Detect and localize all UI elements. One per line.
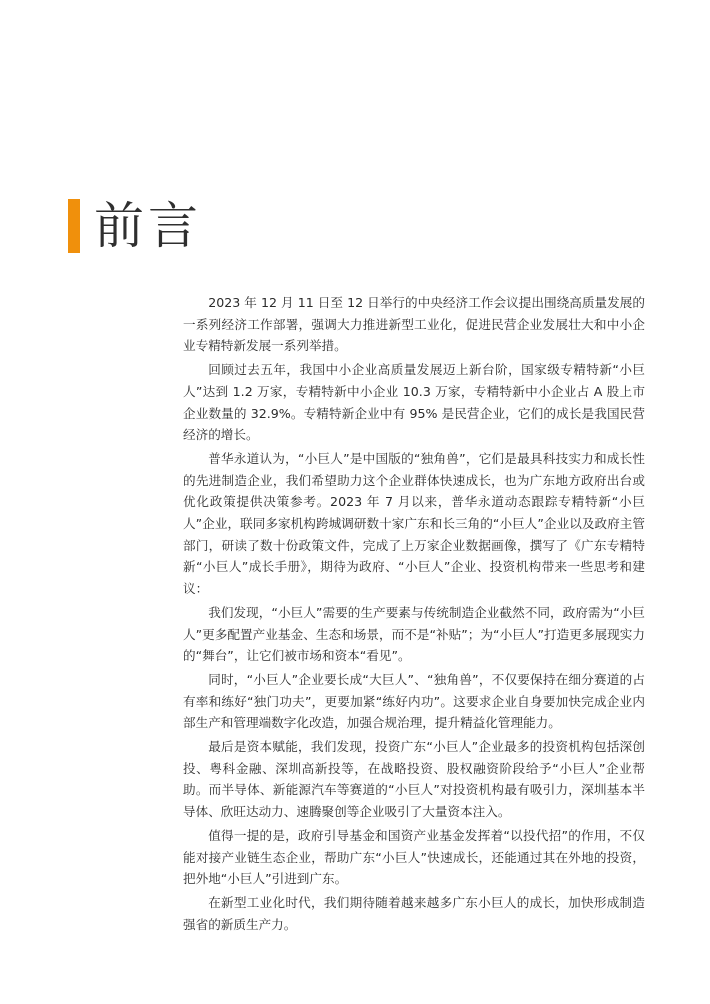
foreword-body (183, 292, 645, 937)
heading-accent-bar (68, 199, 80, 253)
paragraph: 同时，“小巨人”企业要长成“大巨人”、“独角兽”，不仅要保持在细分赛道的占有率和练好“独门功夫”，更要加紧“练好内功”。这要求企业自身要加快完成企业内部生产和管理端数字化改造，加强合规治理，提升精益化管理能力。 (183, 671, 645, 731)
paragraph: 2023 年 12 月 11 日至 12 日举行的中央经济工作会议提出围绕高质量发展的一系列经济工作部署，强调大力推进新型工业化，促进民营企业发展壮大和中小企业专精特新发展一系列举措。 (183, 295, 645, 354)
paragraph: 值得一提的是，政府引导基金和国资产业基金发挥着“以投代招”的作用，不仅能对接产业链生态企业，帮助广东“小巨人”快速成长，还能通过其在外地的投资，把外地“小巨人”引进到广东。 (183, 827, 645, 887)
paragraph: 在新型工业化时代，我们期待随着越来越多广东小巨人的成长，加快形成制造强省的新质生产力。 (183, 894, 645, 932)
page-title: 前言 (94, 197, 202, 255)
paragraph: 回顾过去五年，我国中小企业高质量发展迈上新台阶，国家级专精特新“小巨人”达到 1.2 万家，专精特新中小企业 10.3 万家，专精特新中小企业占 A 股上市企业数量的 32.9%。专精特新企业中有 95% 是民营企业，它们的成长是我国民营经济的增长。 (183, 362, 645, 443)
paragraph: 我们发现，“小巨人”需要的生产要素与传统制造企业截然不同，政府需为“小巨人”更多配置产业基金、生态和场景，而不是“补贴”；为“小巨人”打造更多展现实力的“舞台”，让它们被市场和资本“看见”。 (183, 604, 645, 664)
section-heading (68, 196, 202, 256)
paragraph: 普华永道认为，“小巨人”是中国版的“独角兽”，它们是最具科技实力和成长性的先进制造企业，我们希望助力这个企业群体快速成长，也为广东地方政府出台或优化政策提供决策参考。2023 年 7 月以来，普华永道动态跟踪专精特新“小巨人”企业，联同多家机构跨城调研数十家广东和长三角的“小巨人”企业以及政府主管部门，研读了数十份政策文件，完成了上万家企业数据画像，撰写了《广东专精特新“小巨人”成长手册》，期待为政府、“小巨人”企业、投资机构带来一些思考和建议： (183, 450, 645, 597)
paragraph: 最后是资本赋能，我们发现，投资广东“小巨人”企业最多的投资机构包括深创投、粤科金融、深圳高新投等，在战略投资、股权融资阶段给予“小巨人”企业帮助。而半导体、新能源汽车等赛道的“小巨人”对投资机构最有吸引力，深圳基本半导体、欣旺达动力、速腾聚创等企业吸引了大量资本注入。 (183, 739, 645, 820)
